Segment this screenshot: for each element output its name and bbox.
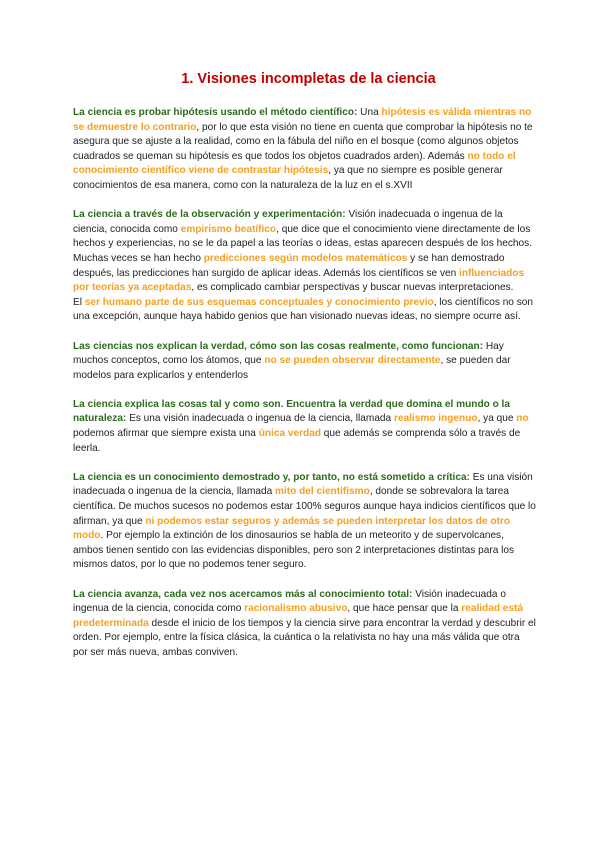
highlight-term: no todo el conocimiento científico viene de contrastar hipótesis	[73, 150, 516, 177]
body-text: Muchas veces se han hecho	[73, 252, 204, 264]
paragraph-line	[73, 471, 536, 573]
body-text: El	[73, 296, 85, 308]
paragraph-line	[73, 340, 536, 384]
paragraph-line	[73, 296, 536, 325]
body-text: , que hace pensar que la	[347, 603, 462, 615]
highlight-term: ni podemos estar seguros y además se pueden interpretar los datos de otro modo	[73, 515, 510, 542]
section-heading: La ciencia a través de la observación y experimentación:	[73, 209, 346, 221]
body-text: , donde se sobrevalora la tarea científica. De muchos sucesos no podemos estar 100% seguros aunque haya indicios científicos que lo afirman, ya que	[73, 486, 536, 527]
body-text: , los científicos no son una excepción, aunque haya habido genios que han visionado nuevas ideas, no siempre ocurre así.	[73, 296, 533, 323]
body-text: Es una visión inadecuada o ingenua de la ciencia, llamada	[126, 413, 394, 425]
section-heading: La ciencia explica las cosas tal y como son. Encuentra la verdad que domina el mundo o la naturaleza:	[73, 398, 510, 425]
highlight-term: empirismo beatífico	[180, 223, 277, 235]
section-heading: La ciencia es probar hipótesis usando el método científico:	[73, 107, 358, 118]
section-heading: La ciencia es un conocimiento demostrado y, por tanto, no está sometido a crítica:	[73, 471, 470, 483]
body-text: Visión inadecuada o ingenua de la ciencia, conocida como	[73, 209, 503, 235]
body-text: , ya que	[477, 413, 517, 425]
body-text: que además se comprenda sólo a través de leerla.	[73, 428, 521, 454]
body-text: , que dice que el conocimiento viene directamente de los hechos y experiencias, no se le da papel a las teorías o ideas, estas aparecen después de los hechos.	[73, 223, 532, 250]
section-5	[73, 471, 536, 573]
highlight-term: racionalismo abusivo	[244, 603, 348, 615]
highlight-term: predicciones según modelos matemáticos	[203, 252, 408, 264]
paragraph-line	[73, 588, 536, 661]
section-6	[73, 588, 536, 661]
body-text: y se han demostrado después, las predicciones han surgido de aplicar ideas. Además los científicos se ven	[73, 252, 505, 279]
paragraph-line	[73, 106, 536, 194]
section-4	[73, 398, 536, 456]
paragraph-line	[73, 208, 536, 252]
body-text: . Por ejemplo la extinción de los dinosaurios se habla de un meteorito y de supervolcanes, ambos tienen sentido con las evidencias disponibles, pero son 2 interpretaciones distintas para los mismos datos, por lo que no podemos tener seguro.	[73, 530, 515, 571]
body-text: , es complicado cambiar perspectivas y buscar nuevas interpretaciones.	[191, 282, 514, 294]
section-2	[73, 208, 536, 325]
body-text: , ya que no siempre es posible generar conocimientos de esa manera, como con la naturaleza de la luz en el s.XVII	[73, 165, 503, 191]
highlight-term: única verdad	[258, 428, 321, 440]
highlight-term: mito del cientifismo	[275, 486, 370, 498]
body-text: podemos afirmar que siempre exista una	[73, 428, 259, 440]
page-title: 1. Visiones incompletas de la ciencia	[181, 71, 436, 87]
highlight-term: no	[516, 413, 529, 425]
sections-container	[73, 106, 536, 661]
highlight-term: hipótesis es válida mientras no se demuestre lo contrario	[73, 107, 532, 133]
body-text: , se pueden dar modelos para explicarlos y entenderlos	[73, 355, 511, 381]
body-text: , por lo que esta visión no tiene en cuenta que comprobar la hipótesis no te asegura que se ajuste a la realidad, como en la fábula del niño en el bosque (como algunos objetos cuadrados se queman su hipótesis es que todos los objetos cuadrados arden). Además	[73, 121, 533, 162]
highlight-term: influenciados por teorías ya aceptadas	[73, 267, 525, 294]
body-text: Hay muchos conceptos, como los átomos, que	[73, 340, 504, 367]
body-text: Es una visión inadecuada o ingenua de la ciencia, llamada	[73, 471, 533, 498]
section-heading: Las ciencias nos explican la verdad, cómo son las cosas realmente, como funcionan:	[73, 340, 484, 352]
highlight-term: no se pueden observar directamente	[264, 355, 441, 367]
paragraph-line	[73, 398, 536, 456]
section-heading: La ciencia avanza, cada vez nos acercamos más al conocimiento total:	[73, 588, 413, 600]
section-3	[73, 340, 536, 384]
highlight-term: realismo ingenuo	[393, 413, 478, 425]
highlight-term: ser humano parte de sus esquemas conceptuales y conocimiento previo	[84, 296, 434, 308]
paragraph-line	[73, 252, 536, 296]
section-1	[73, 106, 536, 194]
highlight-term: realidad está predeterminada	[73, 603, 524, 629]
body-text: Visión inadecuada o ingenua de la ciencia, conocida como	[73, 588, 506, 615]
body-text: Una	[357, 107, 382, 118]
body-text: desde el inicio de los tiempos y la ciencia sirve para encontrar la verdad y descubrir el orden. Por ejemplo, entre la física clásica, la cuántica o la relativista no hay una más válida que otra por ser más nueva, ambas conviven.	[73, 617, 536, 658]
